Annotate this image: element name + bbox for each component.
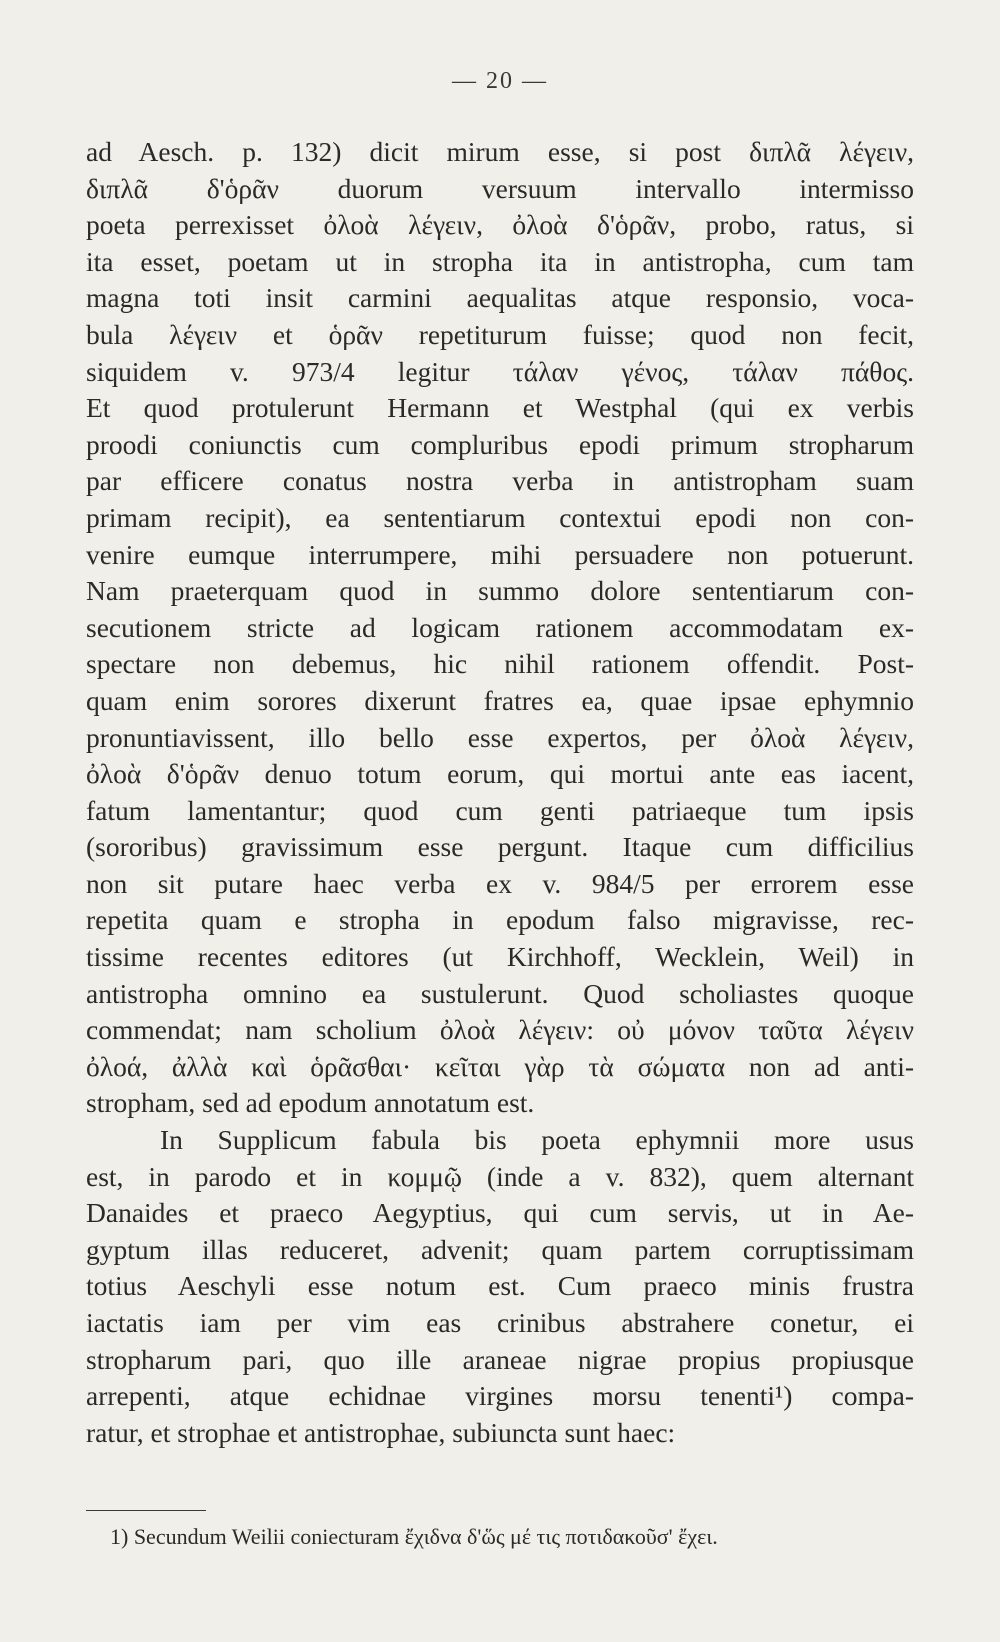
text-line: venire eumque interrumpere, mihi persuadere non potuerunt. [86, 538, 914, 570]
text-line: (sororibus) gravissimum esse pergunt. Itaque cum difficilius [86, 831, 914, 863]
footnote: 1) Secundum Weilii coniecturam ἔχιδνα δ'ὥς μέ τις ποτιδακοῦσ' ἔχει. [110, 1524, 718, 1549]
text-line: fatum lamentantur; quod cum genti patriaeque tum ipsis [86, 794, 914, 826]
text-line: antistropha omnino ea sustulerunt. Quod scholiastes quoque [86, 977, 914, 1009]
text-line: poeta perrexisset ὀλοὰ λέγειν, ὀλοὰ δ'ὁρᾶν, probo, ratus, si [86, 209, 914, 241]
text-line: Et quod protulerunt Hermann et Westphal (qui ex verbis [86, 392, 914, 424]
text-line: ratur, et strophae et antistrophae, subiuncta sunt haec: [86, 1416, 676, 1448]
text-line: siquidem v. 973/4 legitur τάλαν γένος, τάλαν πάθος. [86, 355, 914, 387]
text-line: tissime recentes editores (ut Kirchhoff, Wecklein, Weil) in [86, 941, 914, 973]
text-line: spectare non debemus, hic nihil rationem offendit. Post- [86, 648, 914, 680]
text-line: stropharum pari, quo ille araneae nigrae propius propiusque [86, 1343, 914, 1375]
text-line: ita esset, poetam ut in stropha ita in antistropha, cum tam [86, 245, 914, 277]
text-line: commendat; nam scholium ὀλοὰ λέγειν: οὐ μόνον ταῦτα λέγειν [86, 1014, 914, 1046]
text-line: non sit putare haec verba ex v. 984/5 per errorem esse [86, 867, 914, 899]
text-line: iactatis iam per vim eas crinibus abstrahere conetur, ei [86, 1307, 914, 1338]
text-line: ad Aesch. p. 132) dicit mirum esse, si post διπλᾶ λέγειν, [86, 136, 914, 167]
text-line: bula λέγειν et ὁρᾶν repetiturum fuisse; quod non fecit, [86, 318, 914, 350]
footnote-divider [86, 1510, 206, 1511]
text-line: In Supplicum fabula bis poeta ephymnii more usus [160, 1124, 914, 1156]
text-line: gyptum illas reduceret, advenit; quam partem corruptissimam [86, 1233, 914, 1265]
text-line: proodi coniunctis cum compluribus epodi primum stropharum [86, 428, 914, 460]
text-line: secutionem stricte ad logicam rationem accommodatam ex- [86, 611, 914, 643]
text-line: stropham, sed ad epodum annotatum est. [86, 1087, 535, 1119]
text-line: Danaides et praeco Aegyptius, qui cum servis, ut in Ae- [86, 1197, 914, 1229]
text-line: primam recipit), ea sententiarum contextui epodi non con- [86, 501, 914, 533]
text-line: totius Aeschyli esse notum est. Cum praeco minis frustra [86, 1270, 914, 1302]
text-line: arrepenti, atque echidnae virgines morsu tenenti¹) compa- [86, 1380, 914, 1412]
text-line: ὀλοά, ἀλλὰ καὶ ὁρᾶσθαι· κεῖται γὰρ τὰ σώματα non ad anti- [86, 1050, 914, 1082]
text-line: par efficere conatus nostra verba in antistropham suam [86, 465, 914, 497]
text-line: repetita quam e stropha in epodum falso migravisse, rec- [86, 904, 914, 936]
text-line: est, in parodo et in κομμῷ (inde a v. 832), quem alternant [86, 1160, 914, 1192]
text-line: Nam praeterquam quod in summo dolore sententiarum con- [86, 575, 914, 607]
text-line: διπλᾶ δ'ὁρᾶν duorum versuum intervallo intermisso [86, 172, 914, 204]
text-line: quam enim sorores dixerunt fratres ea, quae ipsae ephymnio [86, 684, 914, 716]
body-text [86, 134, 914, 1451]
text-line: magna toti insit carmini aequalitas atque responsio, voca- [86, 282, 914, 314]
page-number-header: — 20 — [452, 68, 548, 94]
text-line: pronuntiavissent, illo bello esse expertos, per ὀλοὰ λέγειν, [86, 721, 914, 753]
text-line: ὀλοὰ δ'ὁρᾶν denuo totum eorum, qui mortui ante eas iacent, [86, 758, 914, 790]
